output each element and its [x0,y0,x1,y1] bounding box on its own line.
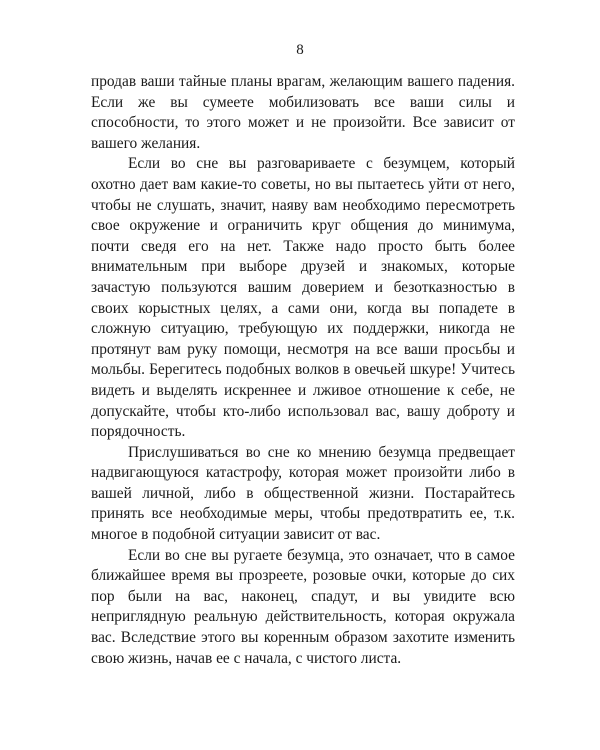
page-number: 8 [296,42,304,58]
paragraph-continued: продав ваши тайные планы врагам, желающим вашего падения. Если же вы сумеете мобилизовать все ваши силы и способности, то этого может и не произойти. Все зависит от вашего желания. [91,73,515,152]
paragraph-talking-to-madman: Если во сне вы разговариваете с безумцем, который охотно дает вам какие-то советы, но вы пытаетесь уйти от него, чтобы не слушать, значит, наяву вам необходимо пересмотреть свое окружение и ограничить круг общения до минимума, почти сведя его на нет. Также надо просто быть более внимательным при выборе друзей и знакомых, которые зачастую пользуются вашим доверием и безотказностью в своих корыстных целях, а сами они, когда вы попадете в сложную ситуацию, требующую их поддержки, никогда не протянут вам руку помощи, несмотря на все ваши просьбы и мольбы. Берегитесь подобных волков в овечьей шкуре! Учитесь видеть и выделять искреннее и лживое отношение к себе, не допускайте, чтобы кто-либо использовал вас, вашу доброту и порядочность. [91,155,515,441]
paragraph-scolding-madman: Если во сне вы ругаете безумца, это означает, что в самое ближайшее время вы прозреете, розовые очки, которые до сих пор были на вас, наконец, спадут, и вы увидите всю неприглядную реальную действительность, которая окружала вас. Вследствие этого вы коренным образом захотите изменить свою жизнь, начав ее с начала, с чистого листа. [91,546,515,667]
paragraph-listening-to-madman: Прислушиваться во сне ко мнению безумца предвещает надвигающуюся катастрофу, которая может произойти либо в вашей личной, либо в общественной жизни. Постарайтесь принять все необходимые меры, чтобы предотвратить ее, т.к. многое в подобной ситуации зависит от вас. [91,443,515,544]
body-text [91,72,515,669]
